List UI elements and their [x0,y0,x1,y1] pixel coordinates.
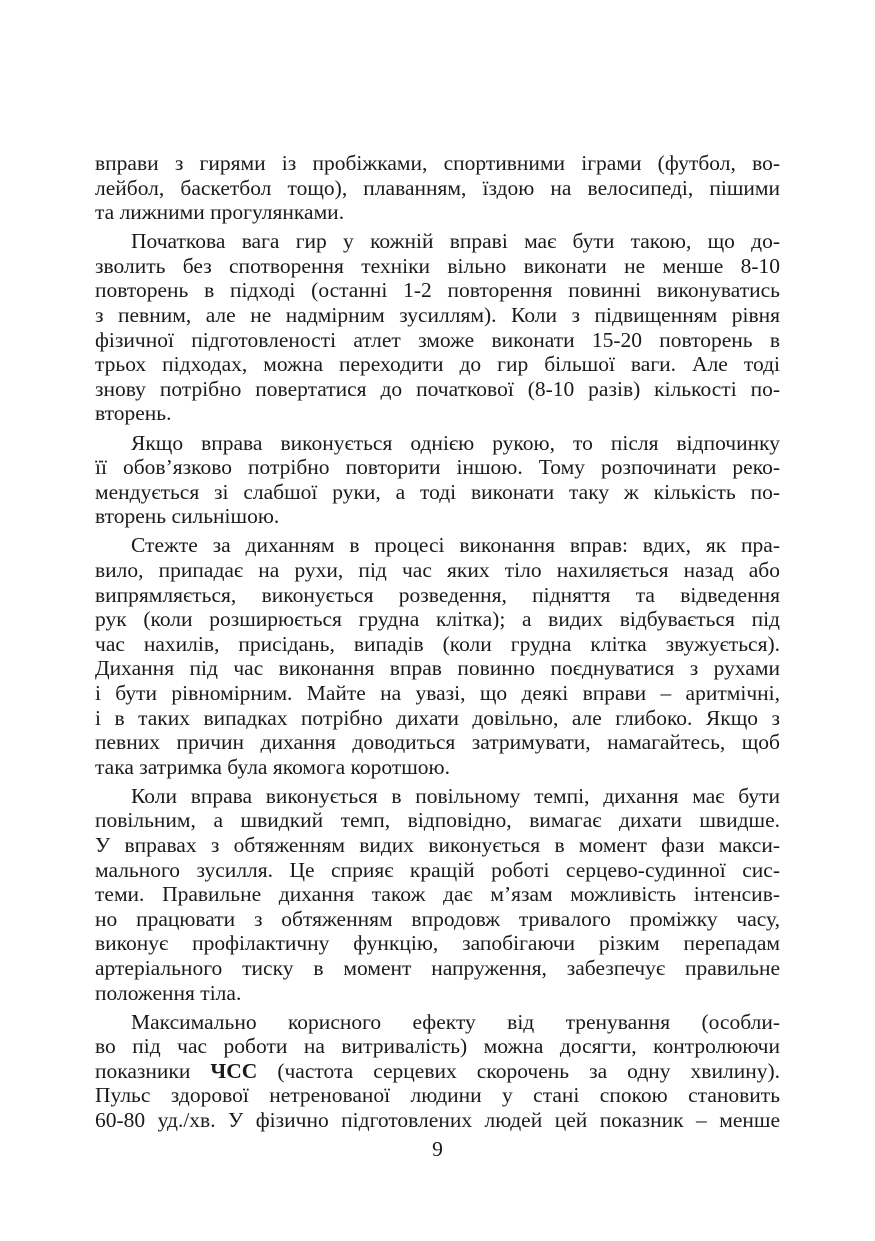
text-fragment: (частота серцевих скорочень за одну хвилину). [257,1058,780,1083]
paragraph-2 [95,229,780,426]
text-line: 60-80 уд./хв. У фізично підготовлених людей цей показник – менше [95,1108,780,1133]
text-line: знову потрібно повертатися до початкової (8-10 разів) кількості по- [95,376,780,401]
text-line: вторень. [95,401,172,426]
text-line: Пульс здорової нетренованої людини у стані спокою становить [95,1083,780,1108]
text-line: з певним, але не надмірним зусиллям). Коли з підвищенням рівня [95,303,780,328]
text-line: Якщо вправа виконується однією рукою, то після відпочинку [131,430,780,455]
hr-abbreviation: ЧСС [210,1058,258,1083]
text-line: вторень сильнішою. [95,504,280,529]
text-line: трьох підходах, можна переходити до гир більшої ваги. Але тоді [95,352,780,377]
text-line: вило, припадає на рухи, під час яких тіло нахиляється назад або [95,558,780,582]
text-line: зволить без спотворення техніки вільно виконати не менше 8-10 [95,253,780,278]
text-line: положення тіла. [95,980,242,1005]
paragraph-5 [95,784,780,1005]
text-line: певних причин дихання доводиться затримувати, намагайтесь, щоб [95,730,780,755]
text-line: час нахилів, присідань, випадів (коли грудна клітка звужується). [95,631,780,656]
paragraph-1 [95,151,780,225]
page-body [95,151,780,1133]
text-fragment: показники [95,1058,211,1083]
paragraph-6 [95,1010,780,1133]
text-line: повільним, а швидкий темп, відповідно, вимагає дихати швидше. [95,808,780,833]
text-line: Дихання під час виконання вправ повинно поєднуватися з рухами [95,656,780,681]
text-line: Коли вправа виконується в повільному темпі, дихання має бути [131,783,780,808]
text-line: її обов’язково потрібно повторити іншою. Тому розпочинати реко- [95,455,780,480]
text-line: мендується зі слабшої руки, а тоді виконати таку ж кількість по- [95,479,780,504]
text-line: во під час роботи на витривалість) можна досягти, контролюючи [95,1034,780,1059]
text-line: така затримка була якомога коротшою. [95,754,450,779]
text-line: Максимально корисного ефекту від тренування (особли- [131,1009,780,1034]
text-line: мального зусилля. Це сприяє кращій роботі серцево-судинної сис- [95,857,780,882]
page-number: 9 [432,1137,443,1161]
text-line: і бути рівномірним. Майте на увазі, що деякі вправи – аритмічні, [95,680,780,705]
text-line: Стежте за диханням в процесі виконання вправ: вдих, як пра- [131,533,780,558]
text-line: і в таких випадках потрібно дихати довільно, але глибоко. Якщо з [95,705,780,730]
text-line: рук (коли розширюється грудна клітка); а видих відбувається під [95,607,780,632]
text-line: лейбол, баскетбол тощо), плаванням, їздою на велосипеді, пішими [95,175,780,200]
text-line: випрямляється, виконується розведення, підняття та відведення [95,582,780,607]
text-line: виконує профілактичну функцію, запобігаючи різким перепадам [95,931,780,956]
paragraph-4 [95,533,780,779]
text-line: но працювати з обтяженням впродовж тривалого проміжку часу, [95,906,780,931]
text-line: артеріального тиску в момент напруження, забезпечує правильне [95,956,780,980]
text-line: повторень в підході (останні 1-2 повторення повинні виконуватись [95,278,780,303]
text-line: вправи з гирями із пробіжками, спортивними іграми (футбол, во- [95,151,780,175]
paragraph-3 [95,431,780,529]
text-line: та лижними прогулянками. [95,200,345,225]
text-line: Початкова вага гир у кожній вправі має бути такою, що до- [131,229,780,254]
text-line: У вправах з обтяженням видих виконується в момент фази макси- [95,833,780,858]
text-line: фізичної підготовленості атлет зможе виконати 15-20 повторень в [95,327,780,352]
text-line-with-abbreviation [95,1059,780,1084]
text-line: теми. Правильне дихання також дає м’язам можливість інтенсив- [95,882,780,907]
